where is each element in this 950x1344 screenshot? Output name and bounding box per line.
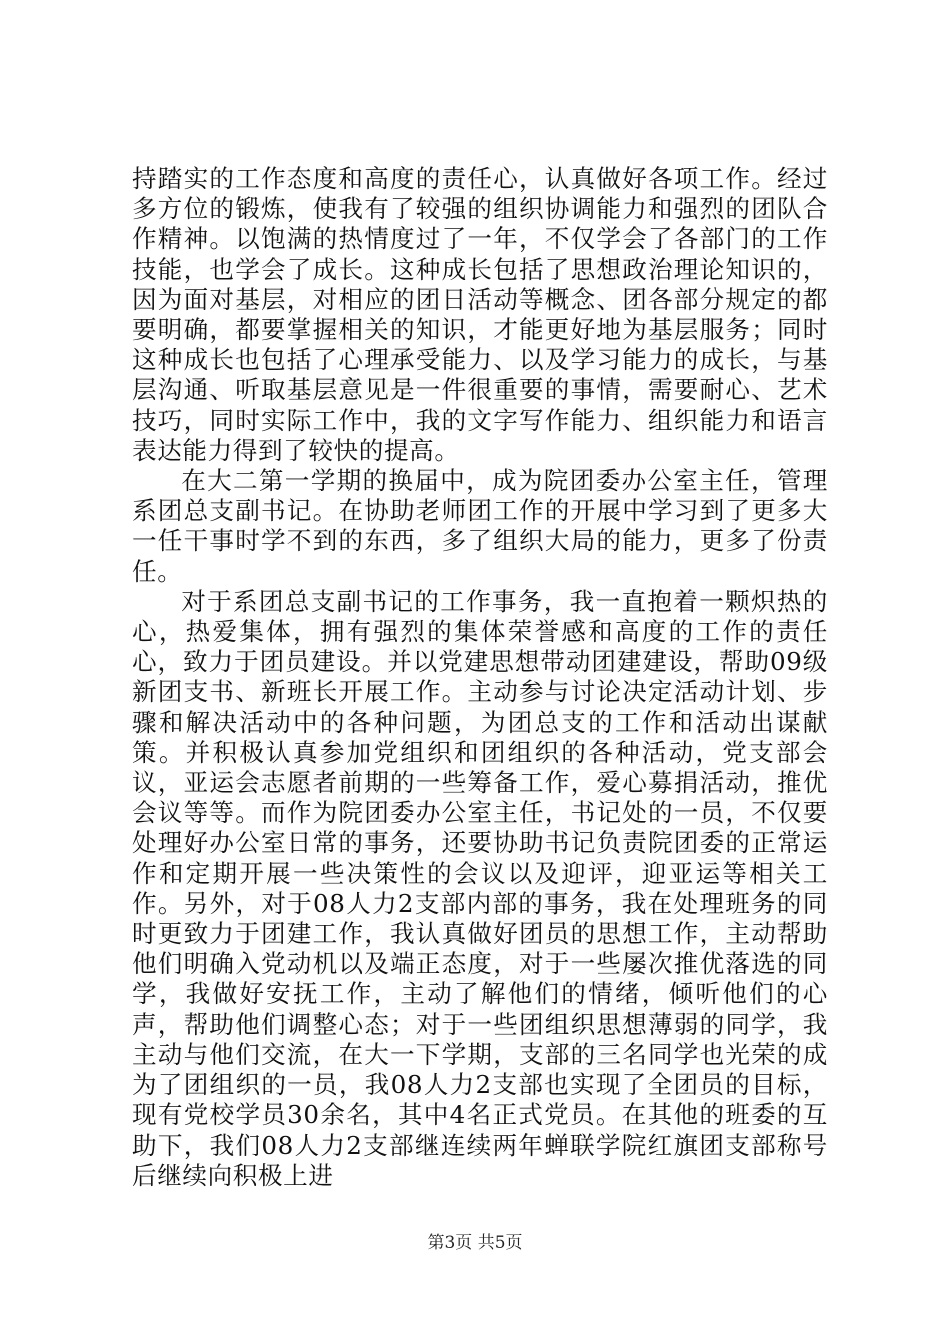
document-body [132, 164, 828, 1191]
paragraph-2: 在大二第一学期的换届中，成为院团委办公室主任，管理系团总支副书记。在协助老师团工作的开展中学习到了更多大一任干事时学不到的东西，多了组织大局的能力，更多了份责任。 [132, 466, 828, 586]
paragraph-3: 对于系团总支副书记的工作事务，我一直抱着一颗炽热的心，热爱集体，拥有强烈的集体荣誉感和高度的工作的责任心，致力于团员建设。并以党建思想带动团建建设，帮助09级新团支书、新班长开展工作。主动参与讨论决定活动计划、步骤和解决活动中的各种问题，为团总支的工作和活动出谋献策。并积极认真参加党组织和团组织的各种活动，党支部会议，亚运会志愿者前期的一些筹备工作，爱心募捐活动，推优会议等等。而作为院团委办公室主任，书记处的一员，不仅要处理好办公室日常的事务，还要协助书记负责院团委的正常运作和定期开展一些决策性的会议以及迎评，迎亚运等相关工作。另外，对于08人力2支部内部的事务，我在处理班务的同时更致力于团建工作，我认真做好团员的思想工作，主动帮助他们明确入党动机以及端正态度，对于一些屡次推优落选的同学，我做好安抚工作，主动了解他们的情绪，倾听他们的心声，帮助他们调整心态；对于一些团组织思想薄弱的同学，我主动与他们交流，在大一下学期，支部的三名同学也光荣的成为了团组织的一员，我08人力2支部也实现了全团员的目标，现有党校学员30余名，其中4名正式党员。在其他的班委的互助下，我们08人力2支部继连续两年蝉联学院红旗团支部称号后继续向积极上进 [132, 586, 828, 1190]
page-number-footer: 第3页 共5页 [427, 1233, 523, 1253]
paragraph-1: 持踏实的工作态度和高度的责任心，认真做好各项工作。经过多方位的锻炼，使我有了较强的组织协调能力和强烈的团队合作精神。以饱满的热情度过了一年，不仅学会了各部门的工作技能，也学会了成长。这种成长包括了思想政治理论知识的，因为面对基层，对相应的团日活动等概念、团各部分规定的都要明确，都要掌握相关的知识，才能更好地为基层服务；同时这种成长也包括了心理承受能力、以及学习能力的成长，与基层沟通、听取基层意见是一件很重要的事情，需要耐心、艺术技巧，同时实际工作中，我的文字写作能力、组织能力和语言表达能力得到了较快的提高。 [132, 164, 828, 465]
